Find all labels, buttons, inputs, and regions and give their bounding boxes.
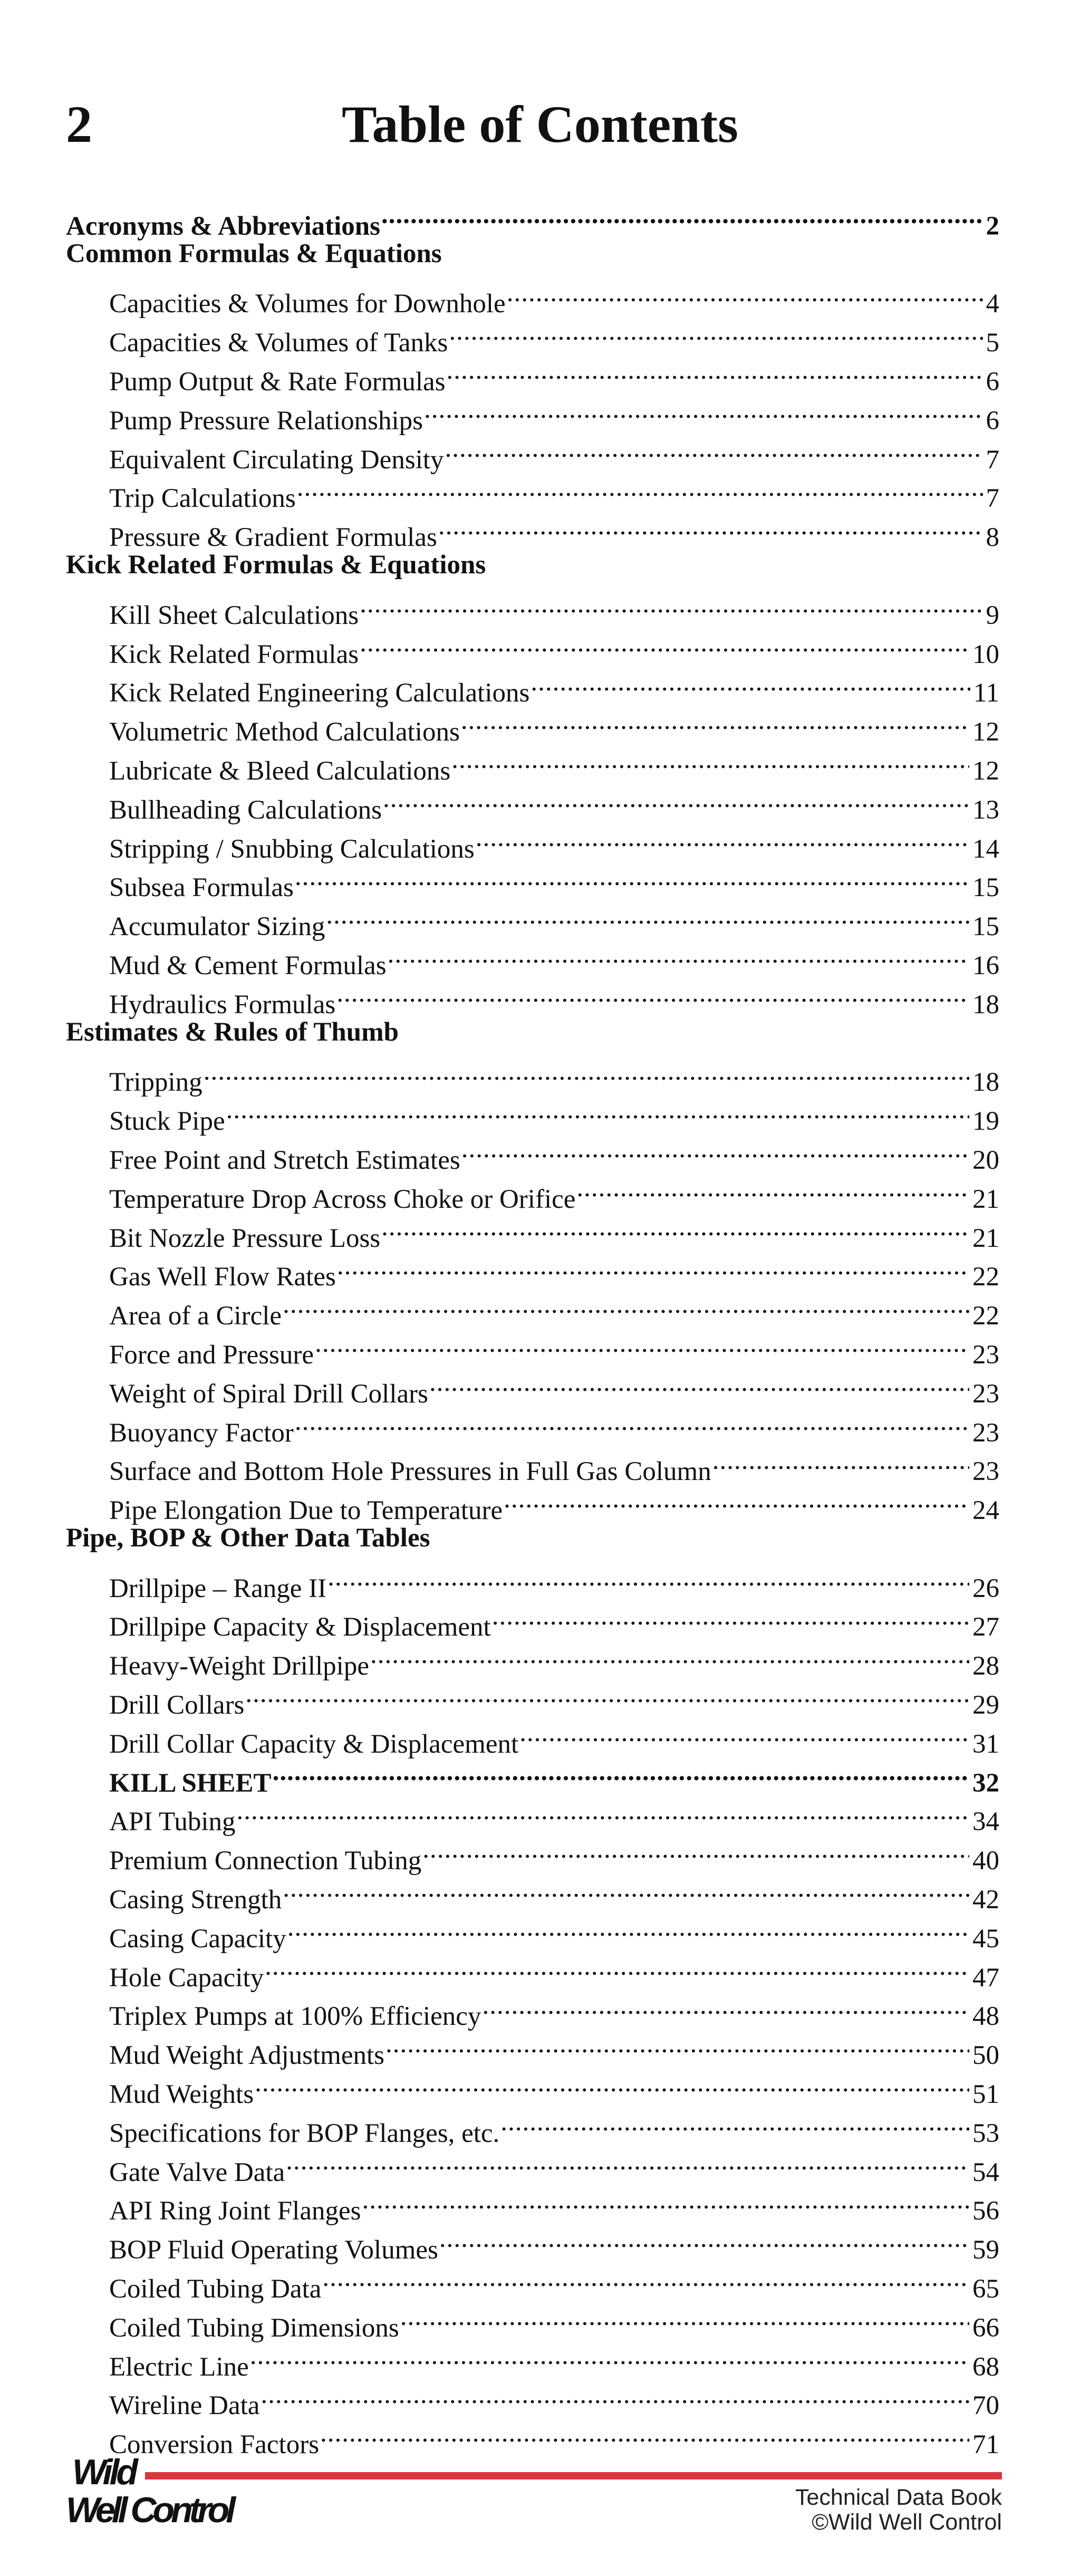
- toc-dot-leader: [370, 1636, 969, 1675]
- toc-dot-leader: [255, 2064, 969, 2103]
- toc-dot-leader: [261, 2376, 969, 2415]
- toc-label: Kill Sheet Calculations: [109, 600, 359, 630]
- toc-label: Drill Collars: [109, 1690, 245, 1720]
- toc-page-number: 59: [972, 2235, 999, 2265]
- toc-dot-leader: [381, 196, 983, 235]
- toc-dot-leader: [326, 896, 969, 935]
- toc-dot-leader: [519, 1714, 969, 1753]
- toc-label: Pump Output & Rate Formulas: [109, 367, 446, 397]
- toc-page-number: 45: [972, 1924, 999, 1954]
- page-title: Table of Contents: [342, 95, 738, 153]
- toc-section: [66, 235, 999, 274]
- toc-dot-leader: [362, 2181, 969, 2220]
- toc-label: Wireline Data: [109, 2391, 260, 2421]
- toc-page-number: 7: [986, 445, 999, 475]
- toc-label: Mud Weight Adjustments: [109, 2041, 384, 2071]
- toc-label: Pipe Elongation Due to Temperature: [109, 1496, 503, 1526]
- toc-label: API Ring Joint Flanges: [109, 2196, 361, 2226]
- toc-label: Equivalent Circulating Density: [109, 445, 444, 475]
- toc-page-number: 50: [972, 2041, 999, 2071]
- toc-dot-leader: [424, 390, 983, 429]
- toc-dot-leader: [286, 2142, 969, 2181]
- toc-dot-leader: [385, 2025, 969, 2064]
- toc-label: Stuck Pipe: [109, 1107, 225, 1137]
- toc-label: Coiled Tubing Dimensions: [109, 2313, 399, 2343]
- toc-label: Pipe, BOP & Other Data Tables: [66, 1523, 430, 1553]
- toc-page-number: 14: [972, 834, 999, 864]
- toc-page-number: 34: [972, 1807, 999, 1837]
- toc-label: Coiled Tubing Data: [109, 2274, 322, 2304]
- toc-page-number: 12: [972, 717, 999, 747]
- toc-page-number: 32: [972, 1768, 999, 1798]
- toc-dot-leader: [297, 468, 983, 507]
- toc-dot-leader: [482, 1986, 969, 2025]
- toc-dot-leader: [337, 1247, 969, 1286]
- toc-label: API Tubing: [109, 1807, 236, 1837]
- toc-label: Specifications for BOP Flanges, etc.: [109, 2118, 500, 2148]
- toc-page-number: 10: [972, 639, 999, 669]
- toc-dot-leader: [476, 819, 969, 858]
- toc-page-number: 27: [972, 1612, 999, 1642]
- toc-page-number: 42: [972, 1885, 999, 1915]
- toc-label: Capacities & Volumes of Tanks: [109, 328, 448, 358]
- toc-entry: [66, 1091, 999, 1137]
- toc-page-number: 66: [972, 2313, 999, 2343]
- toc-label: Buoyancy Factor: [109, 1418, 294, 1448]
- toc-page-number: 4: [986, 289, 999, 319]
- toc-dot-leader: [336, 974, 969, 1013]
- toc-dot-leader: [295, 858, 969, 897]
- toc-label: Drillpipe – Range II: [109, 1573, 327, 1603]
- toc-page-number: 24: [972, 1496, 999, 1526]
- toc-dot-leader: [429, 1363, 969, 1402]
- toc-label: Lubricate & Bleed Calculations: [109, 756, 451, 786]
- toc-page-number: 18: [972, 989, 999, 1020]
- toc-page-number: 21: [972, 1184, 999, 1214]
- toc-page-number: 28: [972, 1651, 999, 1681]
- toc-page-number: 11: [973, 678, 999, 708]
- toc-label: Capacities & Volumes for Downhole: [109, 289, 506, 319]
- toc-section: [66, 546, 999, 585]
- toc-label: Tripping: [109, 1068, 202, 1098]
- toc-label: Volumetric Method Calculations: [109, 717, 460, 747]
- toc-page-number: 23: [972, 1418, 999, 1448]
- toc-dot-leader: [449, 312, 982, 351]
- toc-page-number: 48: [972, 2002, 999, 2032]
- toc-section: [66, 1013, 999, 1052]
- toc-label: Pressure & Gradient Formulas: [109, 523, 437, 553]
- toc-label: Stripping / Snubbing Calculations: [109, 834, 475, 864]
- toc-dot-leader: [245, 1675, 969, 1714]
- toc-label: Gas Well Flow Rates: [109, 1262, 336, 1292]
- toc-dot-leader: [283, 1869, 969, 1908]
- toc-label: Acronyms & Abbreviations: [66, 211, 380, 241]
- toc-page-number: 23: [972, 1457, 999, 1487]
- toc-dot-leader: [438, 507, 983, 546]
- toc-page-number: 19: [972, 1107, 999, 1137]
- toc-dot-leader: [451, 741, 969, 780]
- toc-dot-leader: [295, 1402, 969, 1441]
- toc-entry: [66, 274, 999, 319]
- toc-label: Drillpipe Capacity & Displacement: [109, 1612, 491, 1642]
- toc-label: Kick Related Engineering Calculations: [109, 678, 530, 708]
- toc-label: Casing Capacity: [109, 1924, 286, 1954]
- toc-label: Estimates & Rules of Thumb: [66, 1017, 399, 1047]
- toc-page-number: 23: [972, 1340, 999, 1370]
- toc-label: BOP Fluid Operating Volumes: [109, 2235, 438, 2265]
- toc-dot-leader: [576, 1169, 969, 1208]
- toc-label: Temperature Drop Across Choke or Orifice: [109, 1184, 576, 1214]
- toc-label: Electric Line: [109, 2352, 249, 2382]
- toc-page-number: 70: [972, 2391, 999, 2421]
- toc-label: Kick Related Formulas: [109, 639, 359, 669]
- toc-label: Pump Pressure Relationships: [109, 406, 423, 436]
- toc-label: Triplex Pumps at 100% Efficiency: [109, 2002, 481, 2032]
- footer-line-2: ©Wild Well Control: [812, 2510, 1002, 2535]
- toc-page-number: 15: [972, 873, 999, 903]
- toc-dot-leader: [273, 1753, 969, 1792]
- toc-page-number: 18: [972, 1068, 999, 1098]
- toc-dot-leader: [322, 2258, 969, 2298]
- toc-page-number: 23: [972, 1379, 999, 1409]
- toc-label: Weight of Spiral Drill Collars: [109, 1379, 428, 1409]
- toc-page-number: 53: [972, 2118, 999, 2148]
- toc-dot-leader: [504, 1480, 969, 1519]
- toc-dot-leader: [360, 624, 969, 663]
- toc-label: Mud & Cement Formulas: [109, 950, 387, 981]
- toc-label: Bullheading Calculations: [109, 795, 382, 825]
- toc-dot-leader: [461, 1130, 969, 1169]
- toc-page-number: 9: [986, 600, 999, 630]
- toc-dot-leader: [492, 1597, 969, 1636]
- toc-dot-leader: [447, 351, 983, 390]
- toc-dot-leader: [265, 1947, 969, 1986]
- toc-page-number: 65: [972, 2274, 999, 2304]
- toc-label: Mud Weights: [109, 2080, 254, 2110]
- toc-label: Trip Calculations: [109, 484, 296, 514]
- toc-label: Accumulator Sizing: [109, 912, 325, 942]
- toc-dot-leader: [439, 2219, 969, 2258]
- toc-page-number: 54: [972, 2157, 999, 2187]
- toc-label: Gate Valve Data: [109, 2157, 285, 2187]
- toc-page-number: 16: [972, 950, 999, 981]
- toc-page-number: 12: [972, 756, 999, 786]
- toc-label: Kick Related Formulas & Equations: [66, 550, 486, 580]
- toc-dot-leader: [500, 2103, 969, 2142]
- toc-dot-leader: [388, 935, 969, 974]
- toc-label: Hydraulics Formulas: [109, 989, 336, 1020]
- toc-page-number: 29: [972, 1690, 999, 1720]
- toc-dot-leader: [422, 1830, 969, 1869]
- toc-page-number: 21: [972, 1223, 999, 1253]
- toc-page-number: 22: [972, 1301, 999, 1331]
- footer-line-1: Technical Data Book: [795, 2485, 1002, 2510]
- toc-page-number: 47: [972, 1963, 999, 1993]
- toc-dot-leader: [360, 585, 982, 624]
- toc-label: Casing Strength: [109, 1885, 282, 1915]
- toc-page-number: 26: [972, 1573, 999, 1603]
- logo-text-wild: Wild: [72, 2454, 135, 2492]
- toc-dot-leader: [383, 780, 969, 819]
- toc-page-number: 6: [986, 367, 999, 397]
- toc-page-number: 22: [972, 1262, 999, 1292]
- footer-text: [795, 2485, 1002, 2535]
- toc-label: Hole Capacity: [109, 1963, 264, 1993]
- toc-page-number: 2: [986, 211, 999, 241]
- toc-page-number: 71: [972, 2430, 999, 2460]
- toc-label: Free Point and Stretch Estimates: [109, 1145, 460, 1175]
- toc-label: Surface and Bottom Hole Pressures in Full Gas Column: [109, 1457, 711, 1487]
- toc-page-number: 5: [986, 328, 999, 358]
- toc-section: [66, 1519, 999, 1558]
- toc-label: Premium Connection Tubing: [109, 1846, 422, 1876]
- toc-dot-leader: [204, 1052, 969, 1091]
- toc-page-number: 20: [972, 1145, 999, 1175]
- toc-label: Conversion Factors: [109, 2430, 320, 2460]
- toc-dot-leader: [712, 1441, 969, 1481]
- toc-page-number: 31: [972, 1729, 999, 1759]
- logo-text-well-control: Well Control: [66, 2490, 233, 2530]
- toc-dot-leader: [531, 663, 970, 702]
- wild-well-control-logo: [66, 2454, 272, 2533]
- toc-section: [66, 196, 999, 241]
- toc-dot-leader: [381, 1208, 969, 1247]
- toc-dot-leader: [283, 1285, 969, 1324]
- page-number: 2: [66, 95, 92, 153]
- toc-page-number: 40: [972, 1846, 999, 1876]
- toc-dot-leader: [461, 701, 969, 741]
- toc-dot-leader: [400, 2298, 969, 2337]
- toc-label: Area of a Circle: [109, 1301, 282, 1331]
- toc-dot-leader: [315, 1324, 969, 1363]
- toc-page-number: 8: [986, 523, 999, 553]
- toc-label: Heavy-Weight Drillpipe: [109, 1651, 369, 1681]
- toc-page-number: 51: [972, 2080, 999, 2110]
- toc-page-number: 15: [972, 912, 999, 942]
- toc-label: KILL SHEET: [109, 1768, 272, 1798]
- toc-label: Drill Collar Capacity & Displacement: [109, 1729, 519, 1759]
- toc-dot-leader: [507, 274, 983, 313]
- toc-dot-leader: [226, 1091, 969, 1130]
- table-of-contents: [66, 196, 999, 2460]
- toc-dot-leader: [320, 2414, 969, 2453]
- toc-dot-leader: [250, 2337, 969, 2376]
- toc-label: Bit Nozzle Pressure Loss: [109, 1223, 381, 1253]
- toc-label: Common Formulas & Equations: [66, 238, 442, 268]
- toc-page-number: 13: [972, 795, 999, 825]
- toc-label: Subsea Formulas: [109, 873, 294, 903]
- toc-entry: [66, 1558, 999, 1603]
- toc-dot-leader: [237, 1792, 969, 1831]
- toc-entry: [66, 585, 999, 630]
- toc-page-number: 56: [972, 2196, 999, 2226]
- toc-page-number: 68: [972, 2352, 999, 2382]
- toc-page-number: 6: [986, 406, 999, 436]
- toc-page-number: 7: [986, 484, 999, 514]
- toc-dot-leader: [327, 1558, 969, 1597]
- toc-label: Force and Pressure: [109, 1340, 314, 1370]
- toc-dot-leader: [445, 429, 983, 468]
- toc-entry: [66, 1052, 999, 1098]
- toc-dot-leader: [287, 1908, 969, 1947]
